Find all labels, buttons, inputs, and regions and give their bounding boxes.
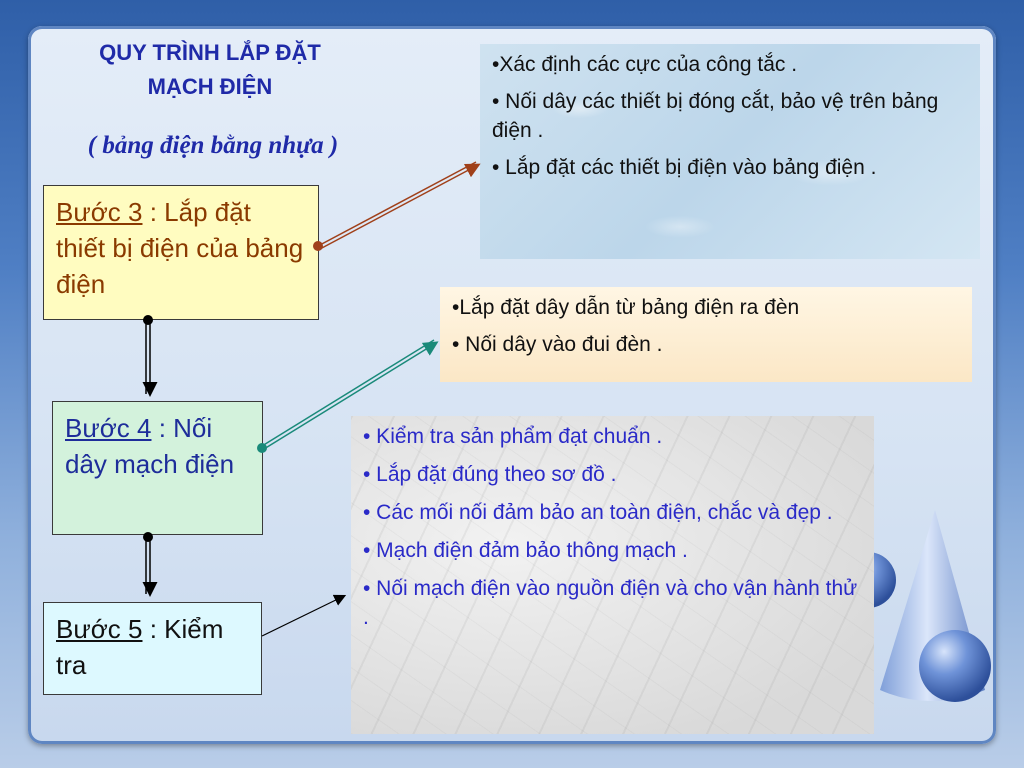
arrow-step5-details xyxy=(262,596,344,636)
step-5-label: Bước 5 xyxy=(56,614,143,644)
note-item: • Lắp đặt đúng theo sơ đồ . xyxy=(363,463,617,486)
step-3-text: Lắp đặt thiết bị điện của bảng điện xyxy=(56,197,304,299)
arrow-step4-details xyxy=(257,340,436,453)
arrow-step3-details xyxy=(313,162,478,251)
note-item: • Kiểm tra sản phẩm đạt chuẩn . xyxy=(363,425,663,448)
note-item: • Nối mạch điện vào nguồn điện và cho vận hành thử . xyxy=(363,577,858,629)
step-4-text: Nối dây mạch điện xyxy=(65,413,235,479)
note-item: • Nối dây các thiết bị đóng cắt, bảo vệ trên bảng điện . xyxy=(492,90,939,142)
title-line-1: QUY TRÌNH LẮP ĐẶT xyxy=(99,40,321,65)
step-3-label: Bước 3 xyxy=(56,197,143,227)
flow-arrow-4-to-5 xyxy=(143,532,153,594)
step-4-separator: : xyxy=(151,413,174,443)
step-5-text: Kiểm tra xyxy=(56,614,224,680)
note-item: • Các mối nối đảm bảo an toàn điện, chắc và đẹp . xyxy=(363,501,833,524)
step-3-separator: : xyxy=(142,197,165,227)
note-item: •Xác định các cực của công tắc . xyxy=(492,53,798,76)
step-5-separator: : xyxy=(142,614,165,644)
page-subtitle: ( bảng điện bằng nhựa ) xyxy=(87,132,339,159)
title-line-2: MẠCH ĐIỆN xyxy=(147,74,273,99)
step-4-label: Bước 4 xyxy=(65,413,152,443)
note-item: • Nối dây vào đui đèn . xyxy=(452,333,663,356)
note-item: • Mạch điện đảm bảo thông mạch . xyxy=(363,539,688,562)
note-item: • Lắp đặt các thiết bị điện vào bảng điện . xyxy=(492,156,877,179)
note-item: •Lắp đặt dây dẫn từ bảng điện ra đèn xyxy=(452,296,800,319)
flow-arrow-3-to-4 xyxy=(143,315,153,394)
